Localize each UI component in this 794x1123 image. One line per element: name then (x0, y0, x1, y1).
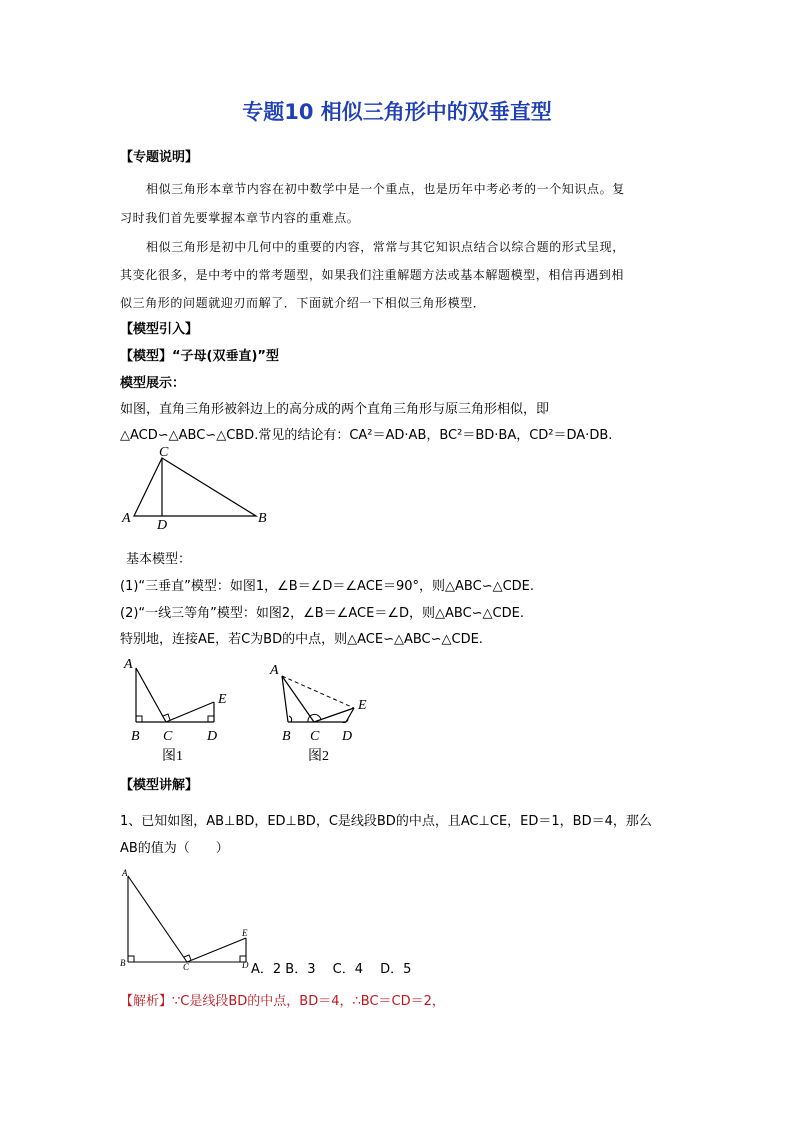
model-desc-line2: △ACD∽△ABC∽△CBD.常见的结论有：CA²＝AD·AB，BC²＝BD·BA，CD²＝DA·DB. (120, 428, 613, 443)
fig1-label-e: E (218, 692, 227, 707)
fig2-label-d: D (342, 729, 353, 744)
fig1-label-c: C (163, 729, 173, 742)
question-1-options: A．2 B．3 C．4 D．5 (251, 962, 412, 977)
model-intro-header: 【模型引入】 (120, 322, 199, 337)
q1-label-d: D (242, 960, 249, 970)
fig1-label-b: B (131, 729, 140, 742)
q1-label-c: C (183, 962, 190, 972)
main-label-c: C (159, 446, 169, 460)
fig2-label-e: E (358, 698, 367, 713)
basic-model-2: (2)“一线三等角”模型：如图2，∠B＝∠ACE＝∠D，则△ABC∽△CDE. (120, 606, 524, 621)
intro-p2-line1: 相似三角形是初中几何中的重要的内容，常常与其它知识点结合以综合题的形式呈现， (146, 240, 625, 254)
intro-header: 【专题说明】 (120, 150, 199, 165)
special-case: 特别地，连接AE，若C为BD的中点，则△ACE∽△ABC∽△CDE. (120, 632, 483, 647)
main-label-a: A (122, 511, 131, 526)
model-desc-line1: 如图，直角三角形被斜边上的高分成的两个直角三角形与原三角形相似，即 (120, 402, 550, 417)
figure-2 (266, 656, 376, 744)
question-1-line2: AB的值为（ ） (120, 841, 229, 856)
main-label-d: D (157, 518, 168, 532)
fig1-label-a: A (124, 657, 133, 672)
question-1-line1: 1、已知如图，AB⊥BD，ED⊥BD，C是线段BD的中点，且AC⊥CE，ED＝1，BD＝4，那么 (120, 814, 652, 829)
question-1-figure (118, 866, 258, 972)
analysis-text: ∵C是线段BD的中点，BD＝4，∴BC＝CD＝2， (172, 994, 445, 1009)
page-title: 专题10 相似三角形中的双垂直型 (242, 100, 552, 124)
fig2-label-c: C (310, 729, 320, 744)
basic-models-label: 基本模型： (126, 552, 192, 567)
intro-p1-line1: 相似三角形本章节内容在初中数学中是一个重点，也是历年中考必考的一个知识点。复 (146, 182, 625, 196)
fig1-label-d: D (207, 729, 218, 742)
intro-p2-line3: 似三角形的问题就迎刃而解了．下面就介绍一下相似三角形模型． (120, 296, 486, 310)
figure-2-caption: 图2 (308, 749, 329, 764)
q1-label-a: A (122, 868, 128, 878)
model-header: 【模型】“子母(双垂直)”型 (120, 349, 279, 364)
main-label-b: B (258, 511, 267, 526)
explain-header: 【模型讲解】 (120, 778, 199, 793)
analysis-label: 【解析】 (120, 994, 173, 1009)
q1-label-e: E (242, 928, 248, 938)
figure-1-caption: 图1 (162, 749, 183, 764)
figure-1 (118, 652, 238, 742)
fig2-label-b: B (282, 729, 291, 744)
q1-label-b: B (120, 958, 126, 968)
intro-p2-line2: 其变化很多，是中考中的常考题型，如果我们注重解题方法或基本解题模型，相信再遇到相 (120, 268, 625, 282)
model-show-label: 模型展示： (120, 376, 186, 391)
intro-p1-line2: 习时我们首先要掌握本章节内容的重难点。 (120, 211, 360, 225)
main-triangle-figure (118, 446, 278, 532)
basic-model-1: (1)“三垂直”模型：如图1，∠B＝∠D＝∠ACE＝90°，则△ABC∽△CDE. (120, 579, 535, 594)
analysis-line (120, 990, 445, 1009)
fig2-label-a: A (270, 663, 279, 678)
